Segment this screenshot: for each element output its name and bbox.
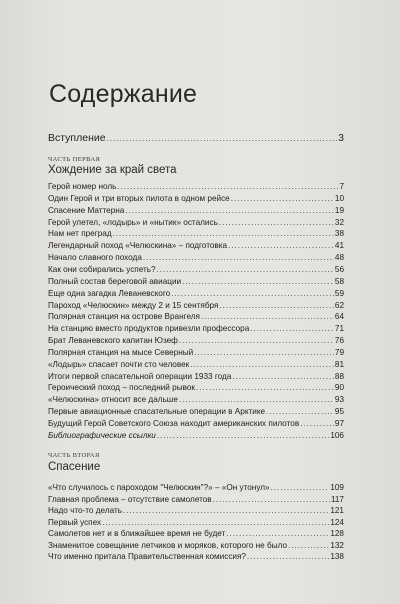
part-one-label: ЧАСТЬ ПЕРВАЯ [48,156,101,163]
toc-entry[interactable] [48,494,344,506]
toc-entry[interactable] [48,193,344,205]
toc-entry[interactable] [48,406,344,418]
toc-entry-title: Легендарный поход «Челюскина» – подготовка [48,241,228,251]
toc-entry-page: 3 [338,132,344,144]
toc-entry-page: 48 [334,253,344,263]
toc-entry[interactable] [48,394,344,406]
toc-entry-page: 41 [334,241,344,251]
toc-entry-title: Полный состав береговой авиации [48,276,182,286]
toc-entry-page: 121 [330,506,344,515]
toc-entry-page: 10 [334,193,344,203]
toc-entry[interactable] [48,217,344,229]
toc-entry[interactable] [48,505,344,517]
leader-dots [219,217,334,229]
toc-entry-title: Еще одна загадка Леваневского [48,288,171,298]
toc-entry[interactable] [48,482,344,494]
leader-dots [190,359,334,371]
toc-entry-title: «Челюскина» относит все дальше [48,395,178,405]
leader-dots [219,300,333,312]
toc-entry-title: Нам нет преград [48,229,112,239]
toc-entry-title: Что именно притала Правительственная комиссия? [48,552,246,561]
toc-entry-title: Библиографические ссылки [48,430,156,440]
toc-entry[interactable] [48,311,344,323]
leader-dots [171,288,334,300]
toc-entry-page: 64 [334,312,344,322]
leader-dots [113,228,334,240]
leader-dots [266,406,334,418]
toc-entry-title: Спасение Маттерна [48,205,125,215]
toc-entry-page: 7 [339,182,344,191]
toc-entry-page: 95 [334,407,344,417]
leader-dots [123,505,329,517]
toc-entry[interactable] [48,540,344,552]
toc-entry[interactable] [48,371,344,383]
toc-entry-page: 71 [334,324,344,334]
toc-entry-title: Вступление [48,132,106,144]
toc-entry[interactable] [48,323,344,335]
leader-dots [231,193,334,205]
toc-entry-page: 19 [334,205,344,215]
toc-entry[interactable] [48,382,344,394]
toc-entry-page: 32 [334,217,344,227]
toc-entry-page: 109 [330,483,344,492]
leader-dots [102,517,329,529]
toc-entry-title: Будущий Герой Советского Союза находит американских пилотов [48,419,300,428]
toc-entry-page: 56 [334,264,344,274]
toc-entry-title: Полярная станция на мысе Северный [48,347,194,357]
toc-entry-page: 79 [334,347,344,357]
leader-dots [232,371,334,383]
toc-entry[interactable] [48,181,344,193]
leader-dots [179,394,334,406]
toc-entry-title: На станцию вместо продуктов привезли профессора [48,324,250,334]
leader-dots [250,323,334,335]
toc-entry[interactable] [48,276,344,288]
toc-entry-title: Полярная станция на острове Врангеля [48,312,200,322]
toc-entry-title: Героический поход – последний рывок [48,383,195,393]
leader-dots [143,252,334,264]
toc-entry[interactable] [48,264,344,276]
toc-entry[interactable] [48,288,344,300]
toc-entry-page: 90 [334,383,344,393]
leader-dots [182,276,334,288]
toc-entry[interactable] [48,205,344,217]
leader-dots [213,494,330,506]
toc-entry[interactable] [48,300,344,312]
leader-dots [228,240,334,252]
toc-entry[interactable] [48,517,344,529]
toc-entry-title: Пароход «Челюскин» между 2 и 15 сентября [48,300,219,310]
toc-entry-title: Как они собирались успеть? [48,264,156,274]
leader-dots [300,418,334,430]
toc-entry-intro[interactable] [48,131,344,145]
toc-entry-title: Самолетов нет и в ближайшее время не будет [48,529,226,538]
page-title: Содержание [49,80,198,108]
toc-entry-page: 58 [334,276,344,286]
toc-entry-page: 38 [334,229,344,239]
part-one-title: Хождение за край света [48,164,177,176]
toc-entry-title: Главная проблема – отсутствие самолетов [48,494,212,504]
toc-entry[interactable] [48,240,344,252]
toc-entry[interactable] [48,418,344,430]
toc-entry[interactable] [48,347,344,359]
toc-entry[interactable] [48,359,344,371]
toc-entry-page: 117 [330,494,344,504]
toc-entry-title: Первый успех [48,517,102,527]
toc-entry-title: «Лодырь» спасает почти сто человек [48,359,190,369]
leader-dots [196,382,334,394]
leader-dots [247,551,329,563]
toc-entry[interactable] [48,528,344,540]
leader-dots [194,347,334,359]
toc-entry-page: 132 [330,540,344,550]
toc-entry[interactable] [48,551,344,563]
part-two-label: ЧАСТЬ ВТОРАЯ [48,452,100,459]
toc-entry-title: Надо что-то делать [48,506,122,515]
toc-entry-page: 81 [334,359,344,369]
leader-dots [226,528,329,540]
toc-entry-title: Первые авиационные спасательные операции в Арктике [48,407,266,417]
leader-dots [157,264,334,276]
toc-entry-page: 88 [334,371,344,381]
toc-entry-page: 106 [330,430,344,440]
toc-entry[interactable] [48,252,344,264]
toc-entry-page: 59 [334,288,344,298]
leader-dots [201,311,334,323]
toc-entry-title: Знаменитое совещание летчиков и моряков, которого не было [48,540,287,550]
toc-entry-page: 128 [330,529,344,538]
toc-entry-title: Один Герой и три вторых пилота в одном рейсе [48,193,230,203]
toc-entry[interactable] [48,335,344,347]
toc-entry-page: 97 [334,419,344,428]
toc-entry-page: 93 [334,395,344,405]
toc-entry-title: Начало славного похода [48,253,142,263]
toc-entry-page: 62 [334,300,344,310]
leader-dots [179,335,334,347]
toc-entry-title: Герой улетел, «лодырь» и «нытик» остались [48,217,218,227]
toc-entry-page: 124 [330,517,344,527]
leader-dots [271,482,330,494]
toc-entry[interactable] [48,228,344,240]
toc-entry-title: Итоги первой спасательной операции 1933 года [48,371,232,381]
leader-dots [125,205,334,217]
leader-dots [288,540,329,552]
leader-dots [107,132,338,146]
leader-dots [117,181,338,193]
toc-entry[interactable] [48,430,344,442]
toc-entry-page: 76 [334,336,344,346]
toc-entry-title: Герой номер ноль [48,182,117,191]
toc-entry-title: «Что случилось с пароходом "Челюскин"?» – «Он утонул» [48,483,270,492]
toc-entry-page: 138 [330,552,344,561]
part-two-title: Спасение [48,461,101,473]
leader-dots [157,430,329,442]
toc-entry-title: Брат Леваневского капитан Юзеф [48,336,178,346]
